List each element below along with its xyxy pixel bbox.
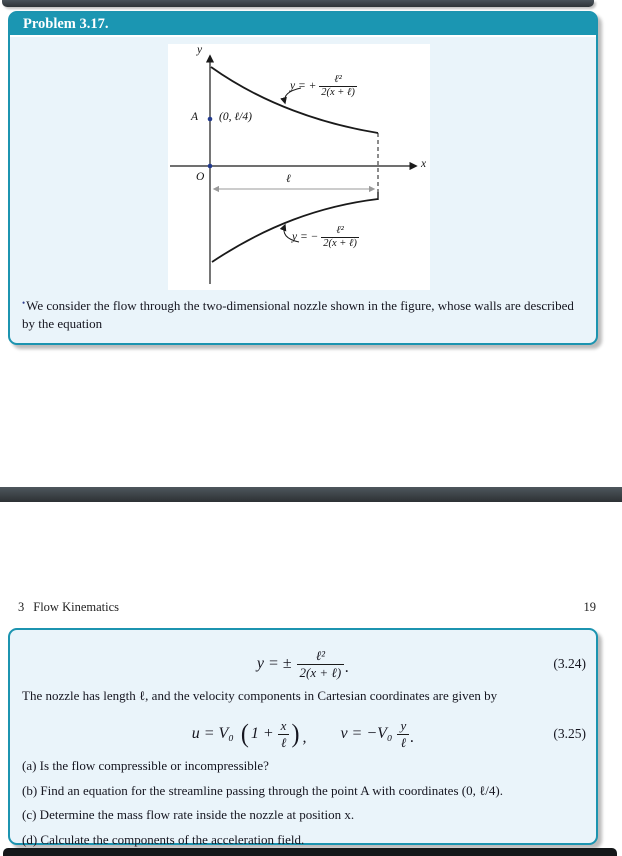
length-label: ℓ (286, 173, 291, 185)
eq324-fraction (297, 648, 345, 680)
origin-label: O (196, 171, 205, 183)
question-c: (c) Determine the mass flow rate inside the nozzle at position x. (22, 807, 355, 822)
problem-intro-text: We consider the flow through the two-dimensional nozzle shown in the figure, whose walls are described by the equation (22, 298, 574, 331)
eq325-u-lhs: u = V₀ (191, 725, 234, 742)
eq325-period: . (410, 729, 415, 746)
previous-card-bottom-edge (2, 0, 594, 7)
lower-eq-fraction (321, 225, 359, 250)
y-axis-label: y (197, 44, 203, 56)
eq324-lhs: y = ± (256, 655, 292, 672)
nozzle-figure (168, 44, 430, 290)
lower-wall-equation (292, 225, 359, 250)
point-a-marker (208, 117, 213, 122)
point-a-label: A (191, 111, 199, 123)
eq325-den1: ℓ (280, 734, 287, 750)
eq325-comma: , (302, 729, 307, 746)
eq325-num1: x (278, 718, 290, 735)
running-head (18, 600, 119, 615)
origin-point (208, 164, 213, 169)
section-divider-bar (0, 487, 622, 502)
next-card-top-edge (3, 848, 617, 856)
problem-card-header (10, 13, 596, 37)
question-d: (d) Calculate the components of the acceleration field. (22, 831, 305, 847)
problem-card (8, 11, 598, 345)
lower-eq-lead: y = − (292, 231, 319, 244)
eq324-tag: (3.24) (553, 656, 586, 671)
section-number: 3 (18, 600, 25, 614)
question-b: (b) Find an equation for the streamline passing through the point A with coordinates (0, ℓ/4). (22, 782, 503, 798)
eq325-close-paren: ) (291, 719, 300, 749)
solution-body-text: The nozzle has length ℓ, and the velocity components in Cartesian coordinates are given by (22, 688, 498, 703)
eq324-numerator: ℓ² (297, 648, 345, 665)
x-axis-label: x (421, 158, 427, 170)
question-a: (a) Is the flow compressible or incompressible? (22, 758, 269, 773)
eq325-tag: (3.25) (553, 726, 586, 741)
upper-eq-fraction (319, 74, 357, 99)
point-a-coordinates: (0, ℓ/4) (219, 111, 252, 123)
eq325-num2: y (397, 718, 409, 735)
problem-title: Problem 3.17. (23, 16, 109, 32)
eq325-y-over-l (397, 718, 409, 750)
eq325-den2: ℓ (400, 734, 407, 750)
upper-eq-lead: y = + (290, 80, 317, 93)
book-page-header (18, 600, 596, 615)
eq325-x-over-l (278, 718, 290, 750)
lower-eq-denominator: 2(x + ℓ) (323, 238, 357, 250)
eq324-period: . (345, 659, 350, 676)
eq325-v-lhs: v = −V₀ (340, 725, 393, 742)
bullet-marker: • (22, 298, 26, 308)
eq325-open-paren: ( (240, 719, 249, 749)
page-number: 19 (583, 600, 596, 614)
problem-intro-paragraph (22, 297, 584, 333)
eq325-one-plus: 1 + (250, 725, 274, 742)
section-title: Flow Kinematics (33, 600, 120, 614)
solution-card (8, 628, 598, 845)
equation-325 (10, 714, 596, 754)
equation-324 (10, 644, 596, 684)
lower-eq-numerator: ℓ² (321, 225, 359, 238)
eq324-denominator: 2(x + ℓ) (299, 664, 342, 680)
upper-wall-equation (290, 74, 357, 99)
upper-eq-denominator: 2(x + ℓ) (321, 87, 355, 99)
question-list (22, 754, 584, 852)
upper-eq-numerator: ℓ² (319, 74, 357, 87)
